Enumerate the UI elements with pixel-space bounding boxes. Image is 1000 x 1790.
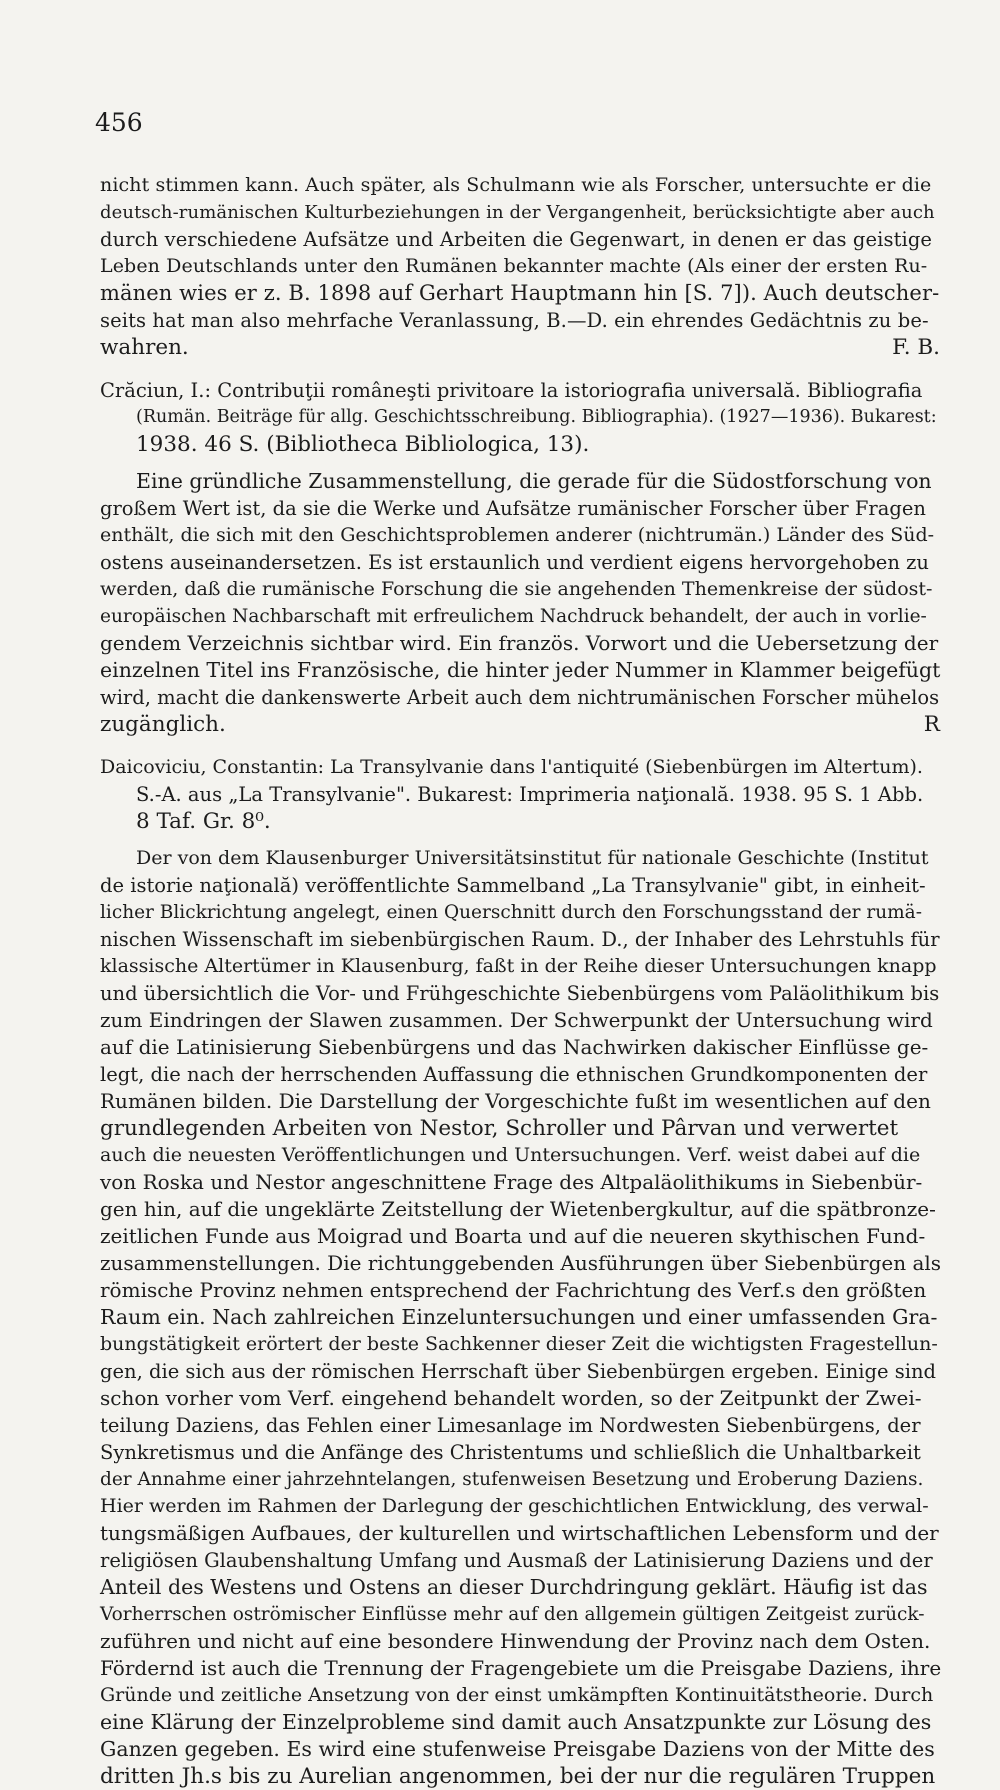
review-entry-craciun: [100, 377, 940, 738]
reviewer-signature: R: [923, 712, 940, 737]
text-line: teilung Daziens, das Fehlen einer Limesanlage im Nordwesten Siebenbürgens, der: [100, 1414, 921, 1437]
text-line: grundlegenden Arbeiten von Nestor, Schroller und Pârvan und verwertet: [100, 1116, 899, 1141]
text-line: auf die Latinisierung Siebenbürgens und das Nachwirken dakischer Einflüsse ge-: [100, 1035, 929, 1059]
text-line: gen, die sich aus der römischen Herrschaft über Siebenbürgen ergeben. Einige sind: [100, 1360, 937, 1383]
text-line: zum Eindringen der Slawen zusammen. Der Schwerpunkt der Untersuchung wird: [100, 1008, 933, 1032]
text-line: religiösen Glaubenshaltung Umfang und Ausmaß der Latinisierung Daziens und der: [100, 1549, 933, 1572]
text-line: deutsch-rumänischen Kulturbeziehungen in der Vergangenheit, berücksichtigte aber auch: [100, 202, 935, 223]
text-line: Eine gründliche Zusammenstellung, die gerade für die Südostforschung von: [136, 469, 932, 493]
text-line-with-signature: [100, 334, 940, 361]
text-line: seits hat man also mehrfache Veranlassung, B.—D. ein ehrendes Gedächtnis zu be-: [100, 309, 929, 332]
text-line: enthält, die sich mit den Geschichtsproblemen anderer (nichtrumän.) Länder des Süd-: [100, 524, 935, 546]
text-line: ostens auseinandersetzen. Es ist erstaunlich und verdient eigens hervorgehoben zu: [100, 551, 929, 574]
text-line: römische Provinz nehmen entsprechend der Fachrichtung des Verf.s den größten: [100, 1278, 927, 1302]
text-line: eine Klärung der Einzelprobleme sind damit auch Ansatzpunkte zur Lösung des: [100, 1710, 932, 1734]
text-line: und übersichtlich die Vor- und Frühgeschichte Siebenbürgens vom Paläolithikum bis: [100, 982, 940, 1005]
text-line: Gründe und zeitliche Ansetzung von der einst umkämpften Kontinuitätstheorie. Durch: [100, 1684, 934, 1706]
text-line: zugänglich.: [100, 712, 226, 737]
text-line: licher Blickrichtung angelegt, einen Querschnitt durch den Forschungsstand der rumä-: [100, 902, 922, 923]
text-line: de istorie naţională) veröffentlichte Sammelband „La Transylvanie" gibt, in einheit-: [100, 874, 926, 897]
review-entry-daicoviciu: [100, 754, 940, 1790]
text-line: Hier werden im Rahmen der Darlegung der geschichtlichen Entwicklung, des verwal-: [100, 1495, 929, 1517]
text-line: Ganzen gegeben. Es wird eine stufenweise Preisgabe Daziens von der Mitte des: [100, 1737, 935, 1761]
text-line: zuführen und nicht auf eine besondere Hinwendung der Provinz nach dem Osten.: [100, 1629, 931, 1653]
entry-heading-line: S.-A. aus „La Transylvanie". Bukarest: Imprimeria naţională. 1938. 95 S. 1 Abb.: [136, 783, 924, 806]
entry-heading-line: 8 Taf. Gr. 8⁰.: [136, 809, 271, 834]
text-line: mänen wies er z. B. 1898 auf Gerhart Hauptmann hin [S. 7]). Auch deutscher-: [100, 281, 940, 305]
text-line: Fördernd ist auch die Trennung der Fragengebiete um die Preisgabe Daziens, ihre: [100, 1656, 942, 1680]
entry-heading-line: 1938. 46 S. (Bibliotheca Bibliologica, 13).: [136, 432, 590, 457]
text-line: nicht stimmen kann. Auch später, als Schulmann wie als Forscher, untersuchte er die: [100, 174, 932, 196]
text-line: wird, macht die dankenswerte Arbeit auch dem nichtrumänischen Forscher mühelos: [100, 686, 940, 709]
page-number: 456: [95, 108, 143, 137]
text-line: auch die neuesten Veröffentlichungen und Untersuchungen. Verf. weist dabei auf die: [100, 1144, 921, 1166]
text-line: werden, daß die rumänische Forschung die sie angehenden Themenkreise der südost-: [100, 578, 933, 600]
text-line: bungstätigkeit erörtert der beste Sachkenner dieser Zeit die wichtigsten Fragestellun-: [100, 1333, 938, 1355]
page-body: [100, 172, 940, 1790]
text-line: Leben Deutschlands unter den Rumänen bekannter machte (Als einer der ersten Ru-: [100, 255, 928, 277]
text-line: großem Wert ist, da sie die Werke und Aufsätze rumänischer Forscher über Fragen: [100, 497, 926, 520]
reviewer-signature: F. B.: [892, 335, 940, 360]
text-line: legt, die nach der herrschenden Auffassung die ethnischen Grundkomponenten der: [100, 1063, 928, 1086]
text-line: zusammenstellungen. Die richtunggebenden Ausführungen über Siebenbürgen als: [100, 1251, 942, 1275]
text-line: der Annahme einer jahrzehntelangen, stufenweisen Besetzung und Eroberung Daziens.: [100, 1469, 924, 1490]
text-line: Der von dem Klausenburger Universitätsinstitut für nationale Geschichte (Institut: [136, 847, 929, 869]
text-line: klassische Altertümer in Klausenburg, faßt in der Reihe dieser Untersuchungen knapp: [100, 955, 937, 977]
text-line: Anteil des Westens und Ostens an dieser Durchdringung geklärt. Häufig ist das: [100, 1575, 928, 1599]
text-line: einzelnen Titel ins Französische, die hinter jeder Nummer in Klammer beigefügt: [100, 658, 941, 682]
text-line: Vorherrschen oströmischer Einflüsse mehr auf den allgemein gültigen Zeitgeist zurück-: [100, 1604, 925, 1625]
text-line: schon vorher vom Verf. eingehend behandelt worden, so der Zeitpunkt der Zwei-: [100, 1386, 922, 1410]
text-line: gen hin, auf die ungeklärte Zeitstellung der Wietenbergkultur, auf die spätbronze-: [100, 1197, 936, 1221]
entry-heading-line: Crăciun, I.: Contribuţii româneşti privitoare la istoriografia universală. Bibliografia: [100, 379, 923, 402]
text-line: Raum ein. Nach zahlreichen Einzeluntersuchungen und einer umfassenden Gra-: [100, 1305, 938, 1329]
text-line: tungsmäßigen Aufbaues, der kulturellen und wirtschaftlichen Lebensform und der: [100, 1521, 939, 1545]
entry-heading-line: Daicoviciu, Constantin: La Transylvanie dans l'antiquité (Siebenbürgen im Altertum).: [100, 756, 923, 778]
text-line: zeitlichen Funde aus Moigrad und Boarta und auf die neueren skythischen Fund-: [100, 1224, 926, 1248]
text-line: Rumänen bilden. Die Darstellung der Vorgeschichte fußt im wesentlichen auf den: [100, 1089, 931, 1113]
text-line: dritten Jh.s bis zu Aurelian angenommen, bei der nur die regulären Truppen: [100, 1764, 936, 1789]
entry-heading-line: (Rumän. Beiträge für allg. Geschichtsschreibung. Bibliographia). (1927—1936). Bukarest:: [136, 407, 937, 427]
text-line: durch verschiedene Aufsätze und Arbeiten die Gegenwart, in denen er das geistige: [100, 228, 933, 251]
text-line: von Roska und Nestor angeschnittene Frage des Altpaläolithikums in Siebenbür-: [100, 1170, 923, 1194]
text-line: nischen Wissenschaft im siebenbürgischen Raum. D., der Inhaber des Lehrstuhls für: [100, 928, 940, 951]
text-line: wahren.: [100, 335, 189, 360]
text-line-with-signature: [100, 711, 940, 738]
review-continuation: [100, 172, 940, 361]
text-line: gendem Verzeichnis sichtbar wird. Ein französ. Vorwort und die Uebersetzung der: [100, 631, 939, 655]
text-line: europäischen Nachbarschaft mit erfreulichem Nachdruck behandelt, der auch in vorlie-: [100, 606, 927, 627]
text-line: Synkretismus und die Anfänge des Christentums und schließlich die Unhaltbarkeit: [100, 1441, 921, 1464]
